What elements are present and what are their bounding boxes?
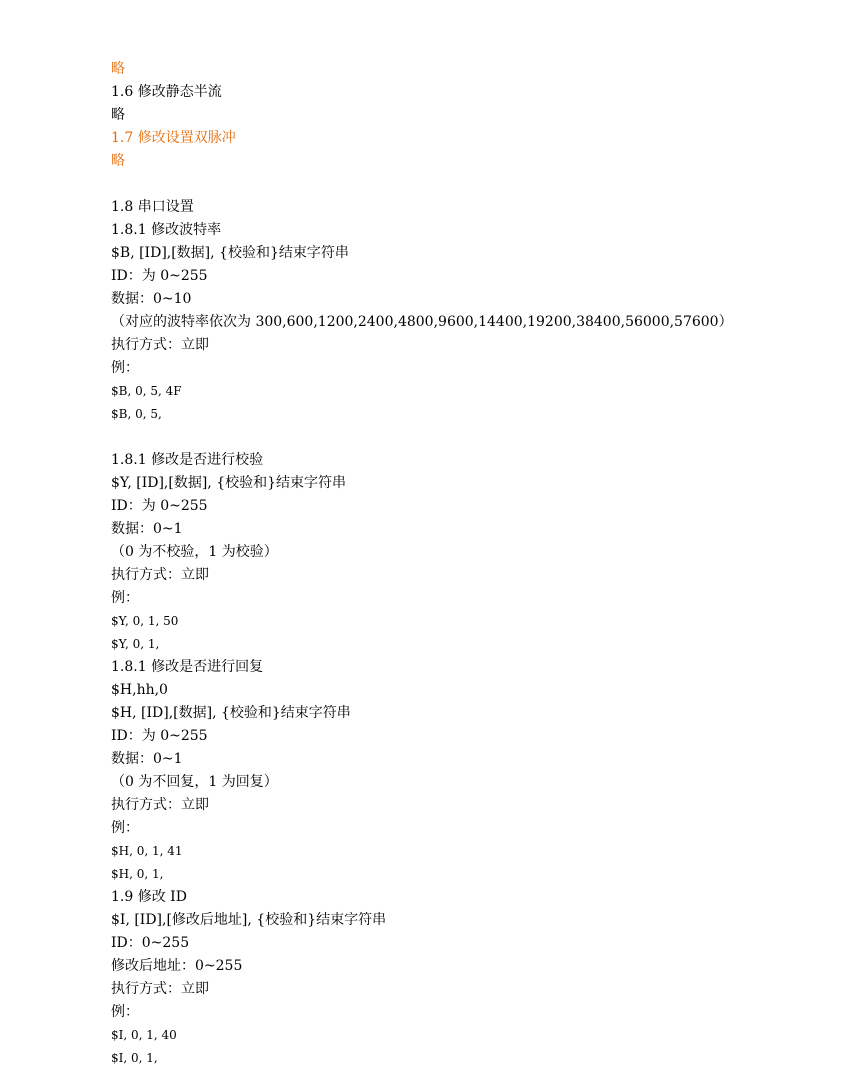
blank-line bbox=[111, 426, 811, 449]
exec-mode: 执行方式：立即 bbox=[111, 797, 209, 813]
param-id: ID：0~255 bbox=[111, 935, 190, 951]
section-heading-1-6: 1.6 修改静态半流 bbox=[111, 84, 222, 100]
section-heading-1-9: 1.9 修改 ID bbox=[111, 889, 187, 905]
blank-line bbox=[111, 173, 811, 196]
command-format: $Y, [ID],[数据], {校验和}结束字符串 bbox=[111, 475, 347, 491]
exec-mode: 执行方式：立即 bbox=[111, 567, 209, 583]
section-text: 略 bbox=[111, 153, 125, 169]
section-heading-1-7: 1.7 修改设置双脉冲 bbox=[111, 130, 236, 146]
param-data: 数据：0~1 bbox=[111, 751, 183, 767]
param-id: ID：为 0~255 bbox=[111, 498, 208, 514]
example-code: $Y, 0, 1, bbox=[111, 637, 160, 651]
section-heading-1-8: 1.8 串口设置 bbox=[111, 199, 194, 215]
example-code: $H, 0, 1, bbox=[111, 867, 164, 881]
param-note: （0 为不校验，1 为校验） bbox=[111, 544, 278, 560]
subsection-heading: 1.8.1 修改是否进行回复 bbox=[111, 659, 264, 675]
param-id: ID：为 0~255 bbox=[111, 268, 208, 284]
param-data: 数据：0~1 bbox=[111, 521, 183, 537]
subsection-heading: 1.8.1 修改波特率 bbox=[111, 222, 222, 238]
example-code: $I, 0, 1, bbox=[111, 1051, 158, 1065]
example-code: $Y, 0, 1, 50 bbox=[111, 614, 179, 628]
param-note: （0 为不回复，1 为回复） bbox=[111, 774, 278, 790]
example-code: $I, 0, 1, 40 bbox=[111, 1028, 177, 1042]
example-label: 例： bbox=[111, 820, 139, 836]
exec-mode: 执行方式：立即 bbox=[111, 981, 209, 997]
example-label: 例： bbox=[111, 590, 139, 606]
example-label: 例： bbox=[111, 1004, 139, 1020]
command-format: $B, [ID],[数据], {校验和}结束字符串 bbox=[111, 245, 349, 261]
command-format: $H, [ID],[数据], {校验和}结束字符串 bbox=[111, 705, 351, 721]
subsection-heading: 1.8.1 修改是否进行校验 bbox=[111, 452, 264, 468]
section-text: 略 bbox=[111, 107, 125, 123]
document-page bbox=[111, 58, 811, 1070]
param-data: 数据：0~10 bbox=[111, 291, 192, 307]
section-text: 略 bbox=[111, 61, 125, 77]
example-code: $B, 0, 5, 4F bbox=[111, 384, 182, 398]
param-note: （对应的波特率依次为 300,600,1200,2400,4800,9600,14400,19200,38400,56000,57600） bbox=[111, 314, 733, 330]
param-id: ID：为 0~255 bbox=[111, 728, 208, 744]
example-code: $B, 0, 5, bbox=[111, 407, 162, 421]
command-format: $I, [ID],[修改后地址], {校验和}结束字符串 bbox=[111, 912, 387, 928]
exec-mode: 执行方式：立即 bbox=[111, 337, 209, 353]
example-label: 例： bbox=[111, 360, 139, 376]
example-code: $H, 0, 1, 41 bbox=[111, 844, 183, 858]
command-example: $H,hh,0 bbox=[111, 682, 168, 698]
param-new-address: 修改后地址：0~255 bbox=[111, 958, 243, 974]
